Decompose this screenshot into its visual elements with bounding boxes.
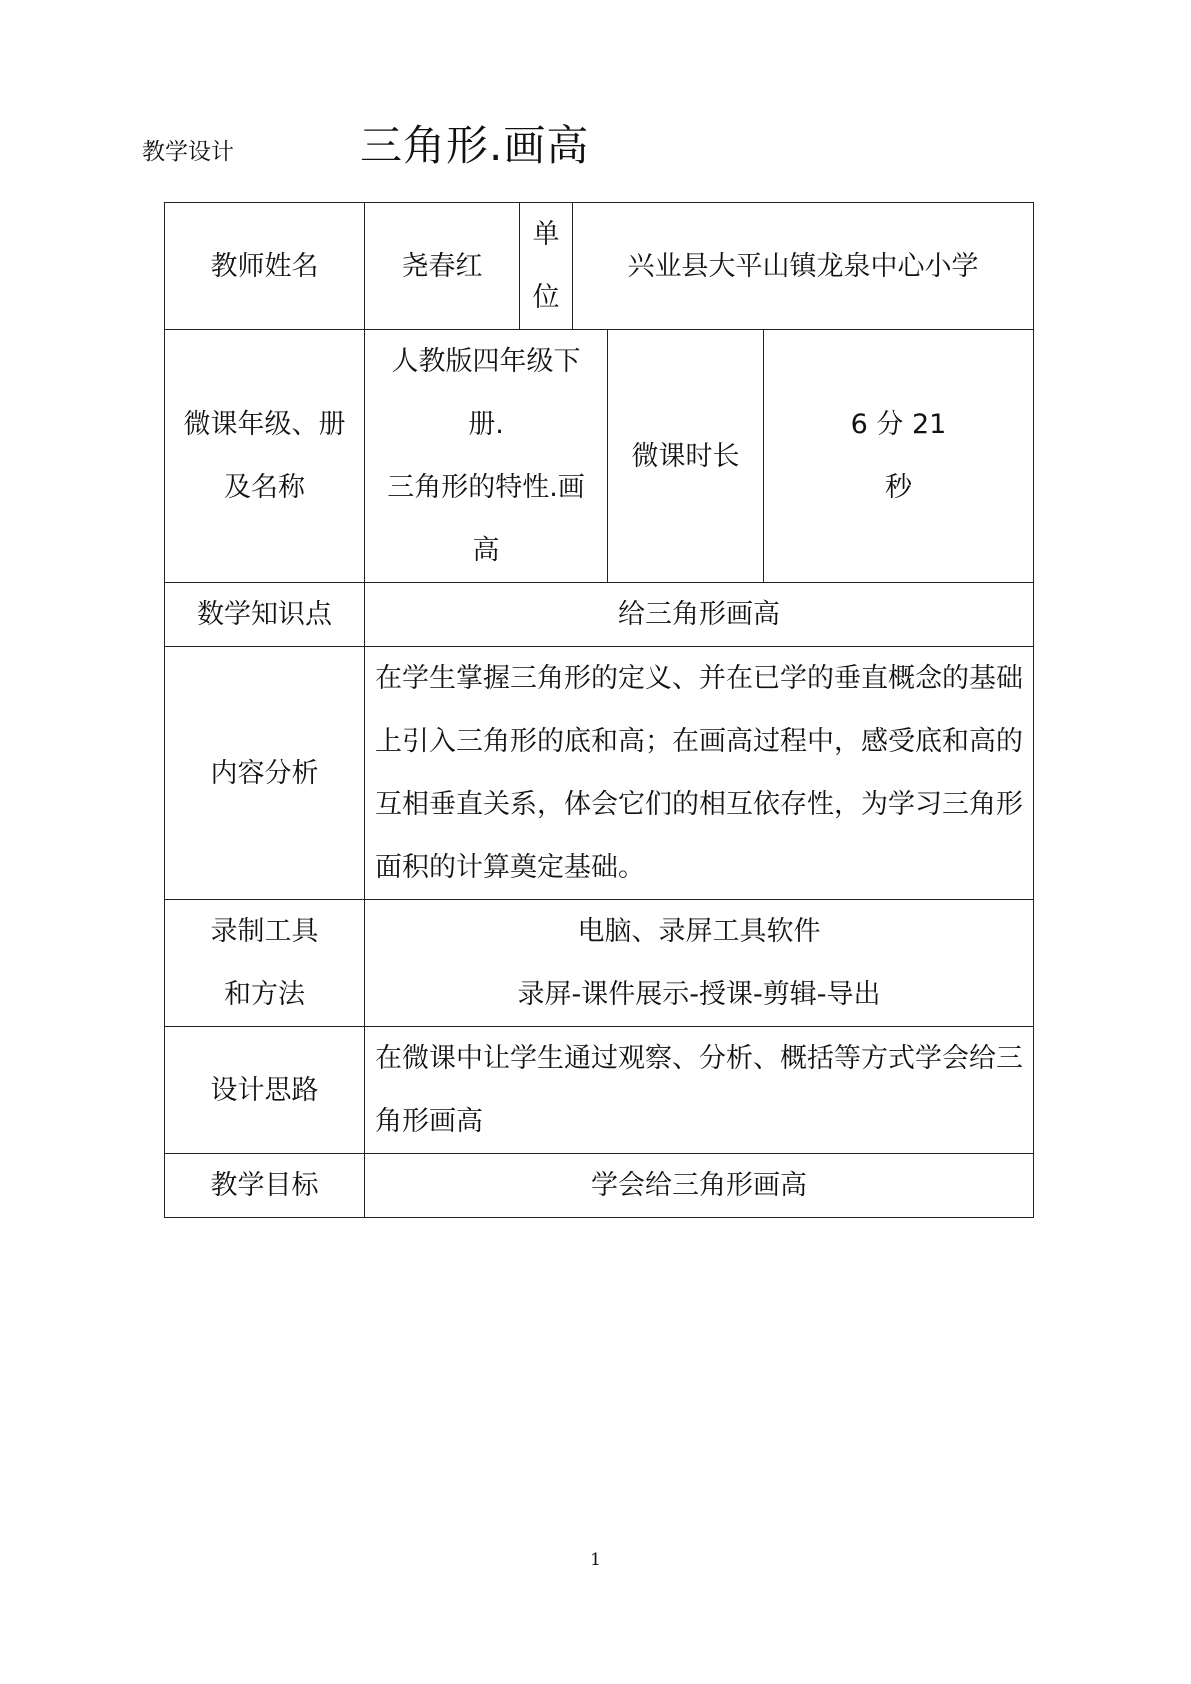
table-row xyxy=(165,647,1034,900)
tools-label-line-2: 和方法 xyxy=(224,979,305,1010)
table-row xyxy=(165,1154,1034,1218)
duration-value-line-1: 6 分 21 xyxy=(850,409,947,440)
duration-label: 微课时长 xyxy=(608,330,764,583)
unit-value: 兴业县大平山镇龙泉中心小学 xyxy=(573,203,1034,330)
grade-value xyxy=(365,330,608,583)
teacher-value: 尧春红 xyxy=(365,203,520,330)
lesson-design-table xyxy=(164,202,1034,1218)
tools-value-line-2: 录屏-课件展示-授课-剪辑-导出 xyxy=(517,979,881,1010)
knowledge-value: 给三角形画高 xyxy=(365,583,1034,647)
page-title: 三角形.画高 xyxy=(360,121,590,170)
goal-value: 学会给三角形画高 xyxy=(365,1154,1034,1218)
design-label: 设计思路 xyxy=(165,1027,365,1154)
table-row xyxy=(165,203,1034,330)
table-row xyxy=(165,1027,1034,1154)
design-value: 在微课中让学生通过观察、分析、概括等方式学会给三角形画高 xyxy=(365,1027,1034,1154)
table-row xyxy=(165,330,1034,583)
duration-value-line-2: 秒 xyxy=(885,472,912,503)
content-label: 内容分析 xyxy=(165,647,365,900)
content-value: 在学生掌握三角形的定义、并在已学的垂直概念的基础上引入三角形的底和高；在画高过程中，感受底和高的互相垂直关系，体会它们的相互依存性，为学习三角形面积的计算奠定基础。 xyxy=(365,647,1034,900)
goal-label: 教学目标 xyxy=(165,1154,365,1218)
grade-value-line-1: 人教版四年级下册. xyxy=(391,346,581,440)
unit-label: 单位 xyxy=(520,203,573,330)
doc-type-label: 教学设计 xyxy=(142,139,234,165)
tools-value xyxy=(365,900,1034,1027)
knowledge-label: 数学知识点 xyxy=(165,583,365,647)
table-row xyxy=(165,900,1034,1027)
table-row xyxy=(165,583,1034,647)
grade-label-line-2: 及名称 xyxy=(224,472,305,503)
page-number: 1 xyxy=(590,1550,601,1570)
duration-value xyxy=(764,330,1034,583)
grade-label-line-1: 微课年级、册 xyxy=(183,409,346,440)
tools-label-line-1: 录制工具 xyxy=(210,916,319,947)
grade-label xyxy=(165,330,365,583)
grade-value-line-2: 三角形的特性.画高 xyxy=(387,472,585,566)
teacher-label: 教师姓名 xyxy=(165,203,365,330)
tools-value-line-1: 电脑、录屏工具软件 xyxy=(577,916,821,947)
tools-label xyxy=(165,900,365,1027)
